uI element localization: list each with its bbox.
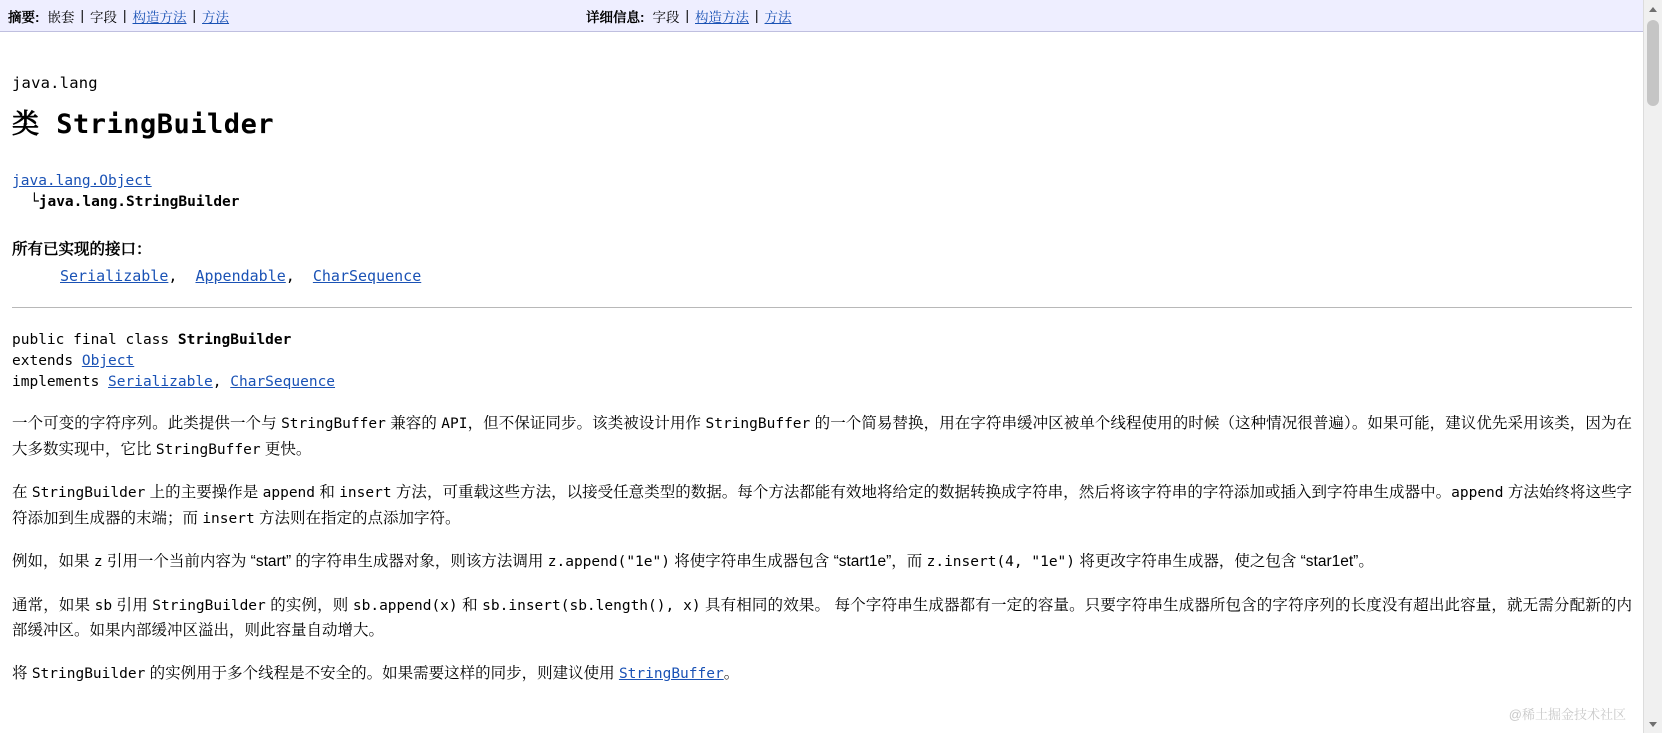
inline-code: append bbox=[1451, 485, 1504, 502]
interface-link-serializable[interactable]: Serializable bbox=[60, 267, 169, 286]
inline-code: StringBuffer bbox=[281, 416, 386, 433]
inline-code: sb.append(x) bbox=[352, 597, 458, 614]
summary-label: 摘要: bbox=[8, 9, 40, 25]
section-divider bbox=[12, 307, 1632, 308]
navbar-summary-group bbox=[8, 0, 229, 31]
paragraph-text: 兼容的 bbox=[385, 415, 442, 433]
interface-link-charsequence[interactable]: CharSequence bbox=[312, 267, 422, 286]
vertical-scrollbar[interactable] bbox=[1643, 0, 1662, 733]
declaration-line-3 bbox=[12, 372, 1632, 393]
chevron-up-icon bbox=[1649, 7, 1657, 12]
detail-item-field: 字段 bbox=[652, 9, 680, 25]
declaration-line-1 bbox=[12, 330, 1632, 351]
paragraph-text: 的一个简易替换，用在字符串缓冲区被单个线程使用的时候（这种情况很普遍）。如果可能，建议优先采用该类，因为在大多数实现中，它比 bbox=[12, 415, 1633, 458]
detail-item-constructor[interactable]: 构造方法 bbox=[695, 9, 750, 25]
class-description-paragraph bbox=[12, 480, 1632, 531]
summary-sep-3: | bbox=[192, 8, 197, 23]
paragraph-text: 将更改字符串生成器，使之包含 “star1et”。 bbox=[1075, 553, 1374, 571]
hierarchy-parent-link[interactable]: java.lang.Object bbox=[12, 173, 152, 189]
paragraph-text: ，但不保证同步。该类被设计用作 bbox=[467, 415, 706, 433]
inline-code: z.append("1e") bbox=[547, 554, 670, 571]
inline-code: StringBuffer bbox=[705, 416, 811, 433]
inline-code: z bbox=[93, 554, 103, 571]
paragraph-text: 通常，如果 bbox=[12, 596, 95, 614]
inline-code: insert bbox=[339, 485, 392, 502]
scroll-up-button[interactable] bbox=[1644, 0, 1662, 18]
inline-code: API bbox=[441, 416, 468, 433]
document-content bbox=[0, 32, 1644, 733]
detail-sep-2: | bbox=[755, 8, 759, 23]
doc-navbar bbox=[0, 0, 1662, 32]
summary-item-method[interactable]: 方法 bbox=[202, 9, 230, 25]
iface-comma-2: , bbox=[285, 267, 304, 286]
inline-code: z.insert(4, "1e") bbox=[926, 554, 1076, 571]
inline-code: sb.insert(sb.length(), x) bbox=[482, 597, 701, 614]
declaration-interface-link-serializable[interactable]: Serializable bbox=[108, 374, 213, 391]
scroll-down-button[interactable] bbox=[1644, 715, 1662, 733]
paragraph-text: 方法始终将这些字符添加到生成器的末端；而 bbox=[12, 484, 1632, 527]
paragraph-text: 引用一个当前内容为 “start” 的字符串生成器对象，则该方法调用 bbox=[102, 553, 548, 571]
paragraph-text: 的实例用于多个线程是不安全的。如果需要这样的同步，则建议使用 bbox=[145, 665, 619, 683]
implemented-interfaces-list bbox=[60, 267, 1632, 285]
declaration-superclass-link[interactable]: Object bbox=[81, 353, 135, 370]
declaration-class-name: StringBuilder bbox=[177, 332, 292, 349]
summary-item-nested: 嵌套 bbox=[47, 9, 75, 25]
paragraph-text: 更快。 bbox=[260, 440, 312, 458]
paragraph-text: 将使字符串生成器包含 “start1e”，而 bbox=[669, 553, 927, 571]
declaration-comma: , bbox=[212, 374, 231, 391]
summary-item-constructor[interactable]: 构造方法 bbox=[132, 9, 187, 25]
declaration-extends-keyword: extends bbox=[12, 353, 82, 370]
paragraph-text: 和 bbox=[457, 596, 483, 614]
chevron-down-icon bbox=[1649, 722, 1657, 727]
hierarchy-child-row bbox=[30, 192, 1632, 213]
hierarchy-parent-row bbox=[12, 171, 1632, 192]
class-hierarchy bbox=[12, 171, 1632, 213]
inline-code: sb bbox=[94, 597, 113, 614]
page-title: 类 StringBuilder bbox=[12, 109, 275, 140]
hierarchy-child-label: java.lang.StringBuilder bbox=[38, 194, 240, 211]
inline-code: insert bbox=[202, 510, 255, 527]
class-description-paragraph bbox=[12, 549, 1632, 574]
paragraph-text: 一个可变的字符序列。此类提供一个与 bbox=[12, 415, 282, 433]
scrollbar-thumb[interactable] bbox=[1647, 20, 1659, 106]
summary-item-field: 字段 bbox=[90, 9, 118, 25]
declaration-modifiers: public final class bbox=[12, 332, 178, 349]
watermark-label: @稀土掘金技术社区 bbox=[1508, 707, 1626, 722]
paragraph-text: 将 bbox=[12, 665, 32, 683]
detail-sep-1: | bbox=[685, 8, 690, 23]
paragraph-text: 方法则在指定的点添加字符。 bbox=[254, 509, 461, 527]
paragraph-text: 和 bbox=[315, 484, 340, 502]
inline-code: StringBuffer bbox=[155, 441, 261, 458]
class-description-paragraph bbox=[12, 411, 1632, 462]
paragraph-text: 上的主要操作是 bbox=[145, 484, 263, 502]
summary-sep-2: | bbox=[123, 8, 127, 23]
inline-code: StringBuilder bbox=[31, 666, 146, 683]
inline-code: StringBuilder bbox=[152, 597, 266, 614]
declaration-line-2 bbox=[12, 351, 1632, 372]
class-description-paragraph bbox=[12, 661, 1632, 686]
declaration-interface-link-charsequence[interactable]: CharSequence bbox=[230, 374, 336, 391]
detail-label: 详细信息: bbox=[586, 9, 645, 25]
package-name: java.lang bbox=[12, 74, 98, 92]
inline-code: StringBuilder bbox=[31, 485, 146, 502]
interface-link-appendable[interactable]: Appendable bbox=[195, 267, 286, 286]
interfaces-heading: 所有已实现的接口： bbox=[12, 241, 152, 259]
inline-code: append bbox=[262, 485, 316, 502]
class-declaration bbox=[12, 330, 1632, 393]
paragraph-text: 引用 bbox=[112, 596, 153, 614]
paragraph-text: 方法，可重载这些方法，以接受任意类型的数据。每个方法都能有效地将给定的数据转换成字符串，然后将该字符串的字符添加或插入到字符串生成器中。 bbox=[391, 484, 1452, 502]
inline-code-link[interactable]: StringBuffer bbox=[618, 666, 724, 683]
paragraph-text: 。 bbox=[723, 665, 740, 683]
paragraph-text: 具有相同的效果。 每个字符串生成器都有一定的容量。只要字符串生成器所包含的字符序列的长度没有超出此容量，就无需分配新的内部缓冲区。如果内部缓冲区溢出，则此容量自动增大。 bbox=[12, 596, 1632, 639]
paragraph-text: 在 bbox=[12, 484, 32, 502]
detail-item-method[interactable]: 方法 bbox=[764, 9, 792, 25]
paragraph-text: 的实例，则 bbox=[265, 596, 353, 614]
declaration-implements-keyword: implements bbox=[12, 374, 109, 391]
navbar-inner bbox=[0, 0, 1662, 31]
hierarchy-corner-glyph: └ bbox=[30, 194, 39, 211]
paragraph-text: 例如，如果 bbox=[12, 553, 94, 571]
class-description-paragraph bbox=[12, 593, 1632, 644]
iface-comma-1: , bbox=[168, 267, 187, 286]
navbar-detail-group bbox=[586, 0, 792, 31]
summary-sep-1: | bbox=[80, 8, 85, 23]
